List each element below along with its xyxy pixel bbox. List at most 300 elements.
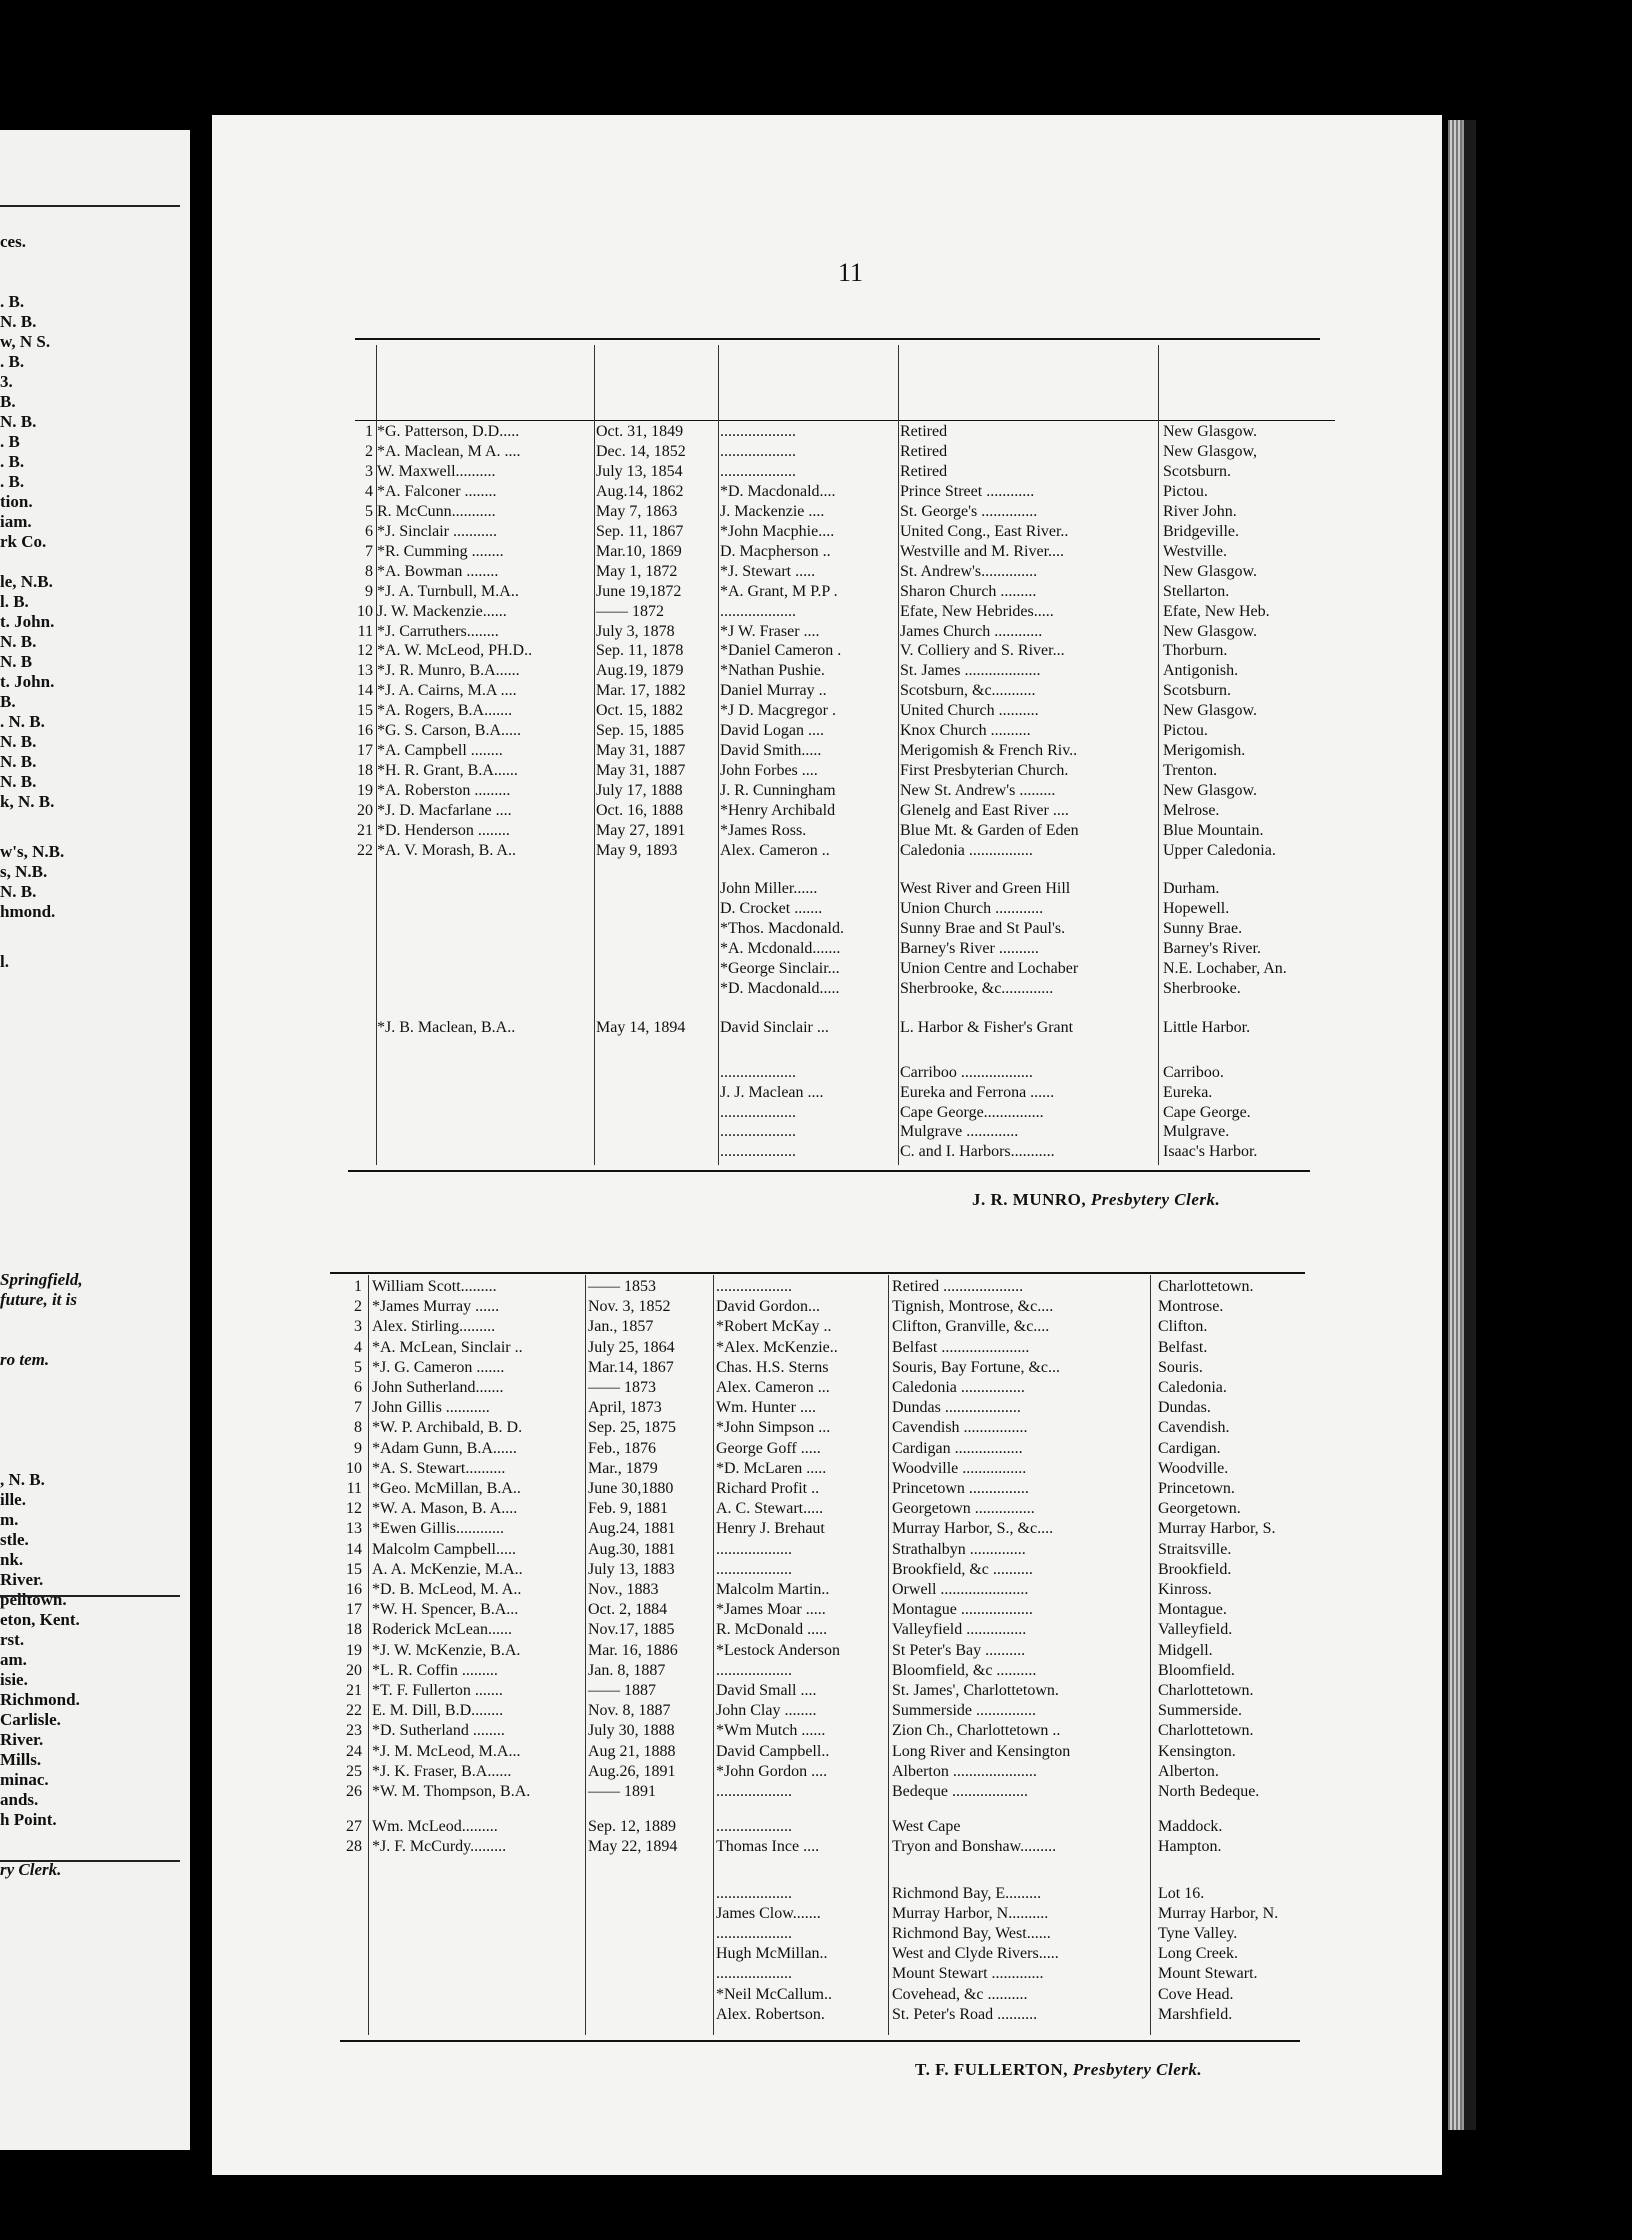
minister-name: *A. Rogers, B.A....... xyxy=(377,702,513,720)
congregation-name: L. Harbor & Fisher's Grant xyxy=(900,1018,1074,1036)
congregation-name: Orwell ...................... xyxy=(892,1581,1029,1598)
left-page-fragment xyxy=(0,130,190,2150)
clerk-title: Presbytery Clerk. xyxy=(1086,1190,1221,1209)
row-number: 11 xyxy=(357,622,373,640)
congregation-name: Bloomfield, &c .......... xyxy=(892,1661,1037,1679)
congregation-name: Westville and M. River.... xyxy=(900,542,1065,560)
congregation-name: Sunny Brae and St Paul's. xyxy=(900,919,1066,937)
row-number: 4 xyxy=(365,482,373,500)
elder-name: ................... xyxy=(720,1103,796,1121)
post-office: Montague. xyxy=(1158,1601,1227,1619)
left-page-text: B. xyxy=(0,692,16,711)
ordination-date: Feb. 9, 1881 xyxy=(588,1500,668,1518)
left-page-text: N. B. xyxy=(0,732,37,751)
left-page-text: . N. B. xyxy=(0,712,45,731)
minister-name: E. M. Dill, B.D........ xyxy=(372,1702,504,1720)
elder-name: ................... xyxy=(716,1278,792,1295)
elder-name: ................... xyxy=(716,1661,792,1679)
row-number: 27 xyxy=(346,1818,362,1836)
congregation-name: Union Centre and Lochaber xyxy=(900,959,1079,977)
post-office: Cove Head. xyxy=(1158,1985,1234,2003)
elder-name: *J D. Macgregor . xyxy=(720,702,836,720)
ordination-date: June 19,1872 xyxy=(596,582,682,600)
post-office: Caledonia. xyxy=(1158,1379,1227,1396)
minister-name: *A. Falconer ........ xyxy=(377,482,497,500)
minister-name: *W. H. Spencer, B.A... xyxy=(372,1601,519,1619)
row-number: 23 xyxy=(346,1722,362,1740)
congregation-name: Retired xyxy=(900,423,948,440)
ordination-date: July 17, 1888 xyxy=(596,782,683,800)
ordination-date: Oct. 15, 1882 xyxy=(596,702,684,720)
elder-name: ................... xyxy=(720,442,796,460)
row-number: 19 xyxy=(346,1641,362,1659)
ordination-date: —— 1872 xyxy=(596,602,664,620)
minister-name: *James Murray ...... xyxy=(372,1298,500,1316)
congregation-name: Eureka and Ferrona ...... xyxy=(900,1083,1055,1101)
minister-name: *J. W. McKenzie, B.A. xyxy=(372,1641,521,1659)
left-page-text: Mills. xyxy=(0,1750,42,1769)
ordination-date: Aug.24, 1881 xyxy=(588,1520,676,1538)
post-office: Scotsburn. xyxy=(1163,462,1231,480)
row-number: 8 xyxy=(365,562,373,580)
elder-name: *D. Macdonald.... xyxy=(720,482,836,500)
ordination-date: Oct. 2, 1884 xyxy=(588,1601,668,1619)
elder-name: David Logan .... xyxy=(720,722,824,740)
left-page-text: nk. xyxy=(0,1550,24,1569)
minister-name: *D. B. McLeod, M. A.. xyxy=(372,1581,522,1598)
minister-name: Alex. Stirling......... xyxy=(372,1318,496,1336)
elder-name: David Campbell.. xyxy=(716,1742,830,1760)
congregation-name: C. and I. Harbors........... xyxy=(900,1143,1055,1161)
ordination-date: July 13, 1883 xyxy=(588,1560,675,1578)
left-page-text: . B. xyxy=(0,472,25,491)
left-page-text: N. B. xyxy=(0,412,37,431)
post-office: Long Creek. xyxy=(1158,1945,1238,1963)
ordination-date: Jan. 8, 1887 xyxy=(588,1661,666,1679)
ordination-date: May 31, 1887 xyxy=(596,762,686,780)
minister-name: *J. Carruthers........ xyxy=(377,622,499,640)
left-page-text: le, N.B. xyxy=(0,572,53,591)
column-rule xyxy=(713,1275,714,2035)
elder-name: R. McDonald ..... xyxy=(716,1621,828,1639)
clerk-name: J. R. MUNRO, xyxy=(972,1190,1087,1209)
post-office: New Glasgow. xyxy=(1163,702,1258,720)
congregation-name: Caledonia ................ xyxy=(892,1379,1025,1396)
congregation-name: West River and Green Hill xyxy=(900,879,1071,897)
elder-name: *J. Stewart ..... xyxy=(720,562,816,580)
post-office: Georgetown. xyxy=(1158,1500,1241,1518)
ordination-date: Sep. 11, 1878 xyxy=(596,642,684,660)
ordination-date: Aug.14, 1862 xyxy=(596,482,684,500)
row-number: 20 xyxy=(346,1661,362,1679)
left-page-text: tion. xyxy=(0,492,33,511)
row-number: 7 xyxy=(365,542,373,560)
minister-name: *A. Roberston ......... xyxy=(377,782,511,800)
elder-name: John Forbes .... xyxy=(720,762,818,780)
left-page-text: future, it is xyxy=(0,1290,77,1309)
post-office: Bloomfield. xyxy=(1158,1661,1235,1679)
left-page-text: k, N. B. xyxy=(0,792,55,811)
left-page-text: l. B. xyxy=(0,592,29,611)
elder-name: David Sinclair ... xyxy=(720,1018,829,1036)
row-number: 17 xyxy=(346,1601,362,1619)
minister-name: *G. Patterson, D.D..... xyxy=(377,423,520,440)
elder-name: *Henry Archibald xyxy=(720,802,836,820)
elder-name: ................... xyxy=(716,1965,792,1983)
ordination-date: July 3, 1878 xyxy=(596,622,675,640)
row-number: 21 xyxy=(357,822,373,839)
column-rule xyxy=(1158,345,1159,1165)
ordination-date: Mar.10, 1869 xyxy=(596,542,682,560)
minister-name: R. McCunn........... xyxy=(377,502,496,520)
post-office: Alberton. xyxy=(1158,1762,1219,1780)
minister-name: *J. R. Munro, B.A...... xyxy=(377,662,520,680)
post-office: Little Harbor. xyxy=(1163,1018,1251,1036)
column-rule xyxy=(898,345,899,1165)
elder-name: ................... xyxy=(716,1925,792,1942)
congregation-name: Cavendish ................ xyxy=(892,1419,1028,1437)
minister-name: Malcolm Campbell..... xyxy=(372,1540,516,1558)
congregation-name: Dundas ................... xyxy=(892,1399,1021,1417)
congregation-name: Brookfield, &c .......... xyxy=(892,1560,1033,1578)
left-page-text: iam. xyxy=(0,512,32,531)
minister-name: *W. P. Archibald, B. D. xyxy=(372,1419,523,1437)
congregation-name: Mount Stewart ............. xyxy=(892,1965,1044,1983)
congregation-name: Bedeque ................... xyxy=(892,1783,1028,1800)
post-office: New Glasgow. xyxy=(1163,423,1258,440)
post-office: Mount Stewart. xyxy=(1158,1965,1258,1983)
left-page-text: ands. xyxy=(0,1790,39,1809)
ordination-date: Oct. 16, 1888 xyxy=(596,802,684,820)
row-number: 6 xyxy=(365,522,373,540)
row-number: 18 xyxy=(357,762,373,780)
left-page-text: ro tem. xyxy=(0,1350,50,1369)
elder-name: *J W. Fraser .... xyxy=(720,622,820,640)
elder-name: Richard Profit .. xyxy=(716,1480,820,1497)
left-page-text: . B xyxy=(0,432,20,451)
elder-name: *A. Mcdonald....... xyxy=(720,939,841,957)
ordination-date: Aug.26, 1891 xyxy=(588,1762,676,1780)
left-page-text: am. xyxy=(0,1650,27,1669)
post-office: Antigonish. xyxy=(1163,662,1239,680)
left-page-text: N. B. xyxy=(0,772,37,791)
left-page-text: stle. xyxy=(0,1530,29,1549)
elder-name: *Wm Mutch ...... xyxy=(716,1722,826,1740)
row-number: 2 xyxy=(365,442,373,460)
page-number: 11 xyxy=(838,258,864,287)
left-page-text: isie. xyxy=(0,1670,28,1689)
post-office: Kinross. xyxy=(1158,1581,1212,1598)
congregation-name: West Cape xyxy=(892,1818,961,1836)
post-office: Souris. xyxy=(1158,1358,1203,1376)
post-office: Cape George. xyxy=(1163,1103,1251,1121)
left-page-text: t. John. xyxy=(0,672,55,691)
congregation-name: Clifton, Granville, &c.... xyxy=(892,1318,1050,1336)
elder-name: *Lestock Anderson xyxy=(716,1641,840,1659)
ordination-date: Feb., 1876 xyxy=(588,1439,656,1457)
ordination-date: May 27, 1891 xyxy=(596,822,686,839)
post-office: Trenton. xyxy=(1163,762,1218,780)
row-number: 16 xyxy=(346,1581,362,1598)
post-office: Carriboo. xyxy=(1163,1063,1224,1081)
elder-name: D. Macpherson .. xyxy=(720,542,831,560)
minister-name: *J. Sinclair ........... xyxy=(377,522,497,540)
elder-name: ................... xyxy=(716,1884,792,1902)
congregation-name: Retired xyxy=(900,442,948,460)
congregation-name: Sherbrooke, &c............. xyxy=(900,979,1054,997)
ordination-date: —— 1853 xyxy=(588,1278,656,1295)
horizontal-rule xyxy=(355,420,1335,421)
elder-name: Daniel Murray .. xyxy=(720,682,827,700)
horizontal-rule xyxy=(340,2040,1300,2042)
congregation-name: Montague .................. xyxy=(892,1601,1033,1619)
ordination-date: Mar. 17, 1882 xyxy=(596,682,686,700)
post-office: Maddock. xyxy=(1158,1818,1223,1836)
row-number: 6 xyxy=(354,1379,362,1396)
post-office: New Glasgow, xyxy=(1163,442,1258,460)
minister-name: John Gillis ........... xyxy=(372,1399,490,1417)
page xyxy=(212,115,1442,2175)
left-page-text: ces. xyxy=(0,232,26,251)
congregation-name: Belfast ...................... xyxy=(892,1338,1030,1356)
ordination-date: Sep. 11, 1867 xyxy=(596,522,684,540)
congregation-name: United Church .......... xyxy=(900,702,1039,720)
minister-name: *A. Bowman ........ xyxy=(377,562,499,580)
minister-name: Roderick McLean...... xyxy=(372,1621,512,1639)
congregation-name: St. James', Charlottetown. xyxy=(892,1682,1059,1699)
horizontal-rule xyxy=(330,1272,1305,1274)
post-office: Charlottetown. xyxy=(1158,1722,1254,1740)
elder-name: J. J. Maclean .... xyxy=(720,1083,824,1101)
elder-name: D. Crocket ....... xyxy=(720,899,823,917)
ordination-date: Jan., 1857 xyxy=(588,1318,654,1336)
minister-name: *A. Maclean, M A. .... xyxy=(377,442,521,460)
row-number: 17 xyxy=(357,742,373,760)
minister-name: *J. B. Maclean, B.A.. xyxy=(377,1018,516,1036)
elder-name: *D. Macdonald..... xyxy=(720,979,840,997)
row-number: 9 xyxy=(354,1439,362,1457)
row-number: 3 xyxy=(365,462,373,480)
post-office: Durham. xyxy=(1163,879,1220,897)
congregation-name: Cape George............... xyxy=(900,1103,1044,1121)
post-office: Barney's River. xyxy=(1163,939,1261,957)
left-page-rule xyxy=(0,1860,180,1862)
congregation-name: St. James ................... xyxy=(900,662,1041,680)
post-office: Cardigan. xyxy=(1158,1439,1221,1457)
minister-name: W. Maxwell.......... xyxy=(377,462,496,480)
elder-name: Wm. Hunter .... xyxy=(716,1399,816,1417)
congregation-name: New St. Andrew's ......... xyxy=(900,782,1056,800)
minister-name: *A. S. Stewart.......... xyxy=(372,1459,506,1477)
minister-name: *A. McLean, Sinclair .. xyxy=(372,1338,523,1356)
column-rule xyxy=(368,1275,369,2035)
minister-name: *J. M. McLeod, M.A... xyxy=(372,1742,521,1760)
presbytery-clerk xyxy=(972,1190,1220,1210)
left-page-text: N. B. xyxy=(0,882,37,901)
row-number: 21 xyxy=(346,1682,362,1699)
minister-name: *H. R. Grant, B.A...... xyxy=(377,762,518,780)
ordination-date: Sep. 25, 1875 xyxy=(588,1419,676,1437)
left-page-text: N. B. xyxy=(0,632,37,651)
post-office: Efate, New Heb. xyxy=(1163,602,1270,620)
ordination-date: Sep. 12, 1889 xyxy=(588,1818,676,1836)
minister-name: A. A. McKenzie, M.A.. xyxy=(372,1560,523,1578)
post-office: Kensington. xyxy=(1158,1742,1236,1760)
post-office: Blue Mountain. xyxy=(1163,822,1264,839)
minister-name: *D. Sutherland ........ xyxy=(372,1722,505,1740)
ordination-date: May 9, 1893 xyxy=(596,841,678,859)
congregation-name: Murray Harbor, S., &c.... xyxy=(892,1520,1054,1538)
post-office: Murray Harbor, N. xyxy=(1158,1904,1279,1922)
left-page-text: , N. B. xyxy=(0,1470,45,1489)
minister-name: *A. V. Morash, B. A.. xyxy=(377,841,516,859)
minister-name: J. W. Mackenzie...... xyxy=(377,602,507,620)
elder-name: *James Moar ..... xyxy=(716,1601,826,1619)
ordination-date: Nov., 1883 xyxy=(588,1581,659,1598)
row-number: 22 xyxy=(357,841,373,859)
congregation-name: Caledonia ................ xyxy=(900,841,1033,859)
post-office: Pictou. xyxy=(1163,722,1208,740)
congregation-name: Richmond Bay, West...... xyxy=(892,1925,1051,1942)
congregation-name: Georgetown ............... xyxy=(892,1500,1035,1518)
congregation-name: Retired xyxy=(900,462,948,480)
congregation-name: Covehead, &c .......... xyxy=(892,1985,1028,2003)
minister-name: *Adam Gunn, B.A...... xyxy=(372,1439,517,1457)
row-number: 10 xyxy=(357,602,373,620)
elder-name: Alex. Cameron ... xyxy=(716,1379,830,1396)
post-office: Stellarton. xyxy=(1163,582,1230,600)
elder-name: ................... xyxy=(720,602,796,620)
ordination-date: Mar., 1879 xyxy=(588,1459,658,1477)
minister-name: John Sutherland....... xyxy=(372,1379,504,1396)
post-office: Isaac's Harbor. xyxy=(1163,1143,1258,1161)
horizontal-rule xyxy=(348,1170,1310,1172)
post-office: Princetown. xyxy=(1158,1480,1235,1497)
post-office: Hampton. xyxy=(1158,1838,1222,1856)
left-page-text: Carlisle. xyxy=(0,1710,61,1729)
row-number: 14 xyxy=(346,1540,362,1558)
ordination-date: July 25, 1864 xyxy=(588,1338,675,1356)
row-number: 4 xyxy=(354,1338,362,1356)
minister-name: *L. R. Coffin ......... xyxy=(372,1661,498,1679)
left-page-text: rst. xyxy=(0,1630,25,1649)
congregation-name: Souris, Bay Fortune, &c... xyxy=(892,1358,1060,1376)
left-page-text: minac. xyxy=(0,1770,49,1789)
elder-name: J. R. Cunningham xyxy=(720,782,836,800)
congregation-name: Princetown ............... xyxy=(892,1480,1029,1497)
post-office: Lot 16. xyxy=(1158,1884,1205,1902)
ordination-date: Nov.17, 1885 xyxy=(588,1621,675,1639)
left-page-text: B. xyxy=(0,392,16,411)
elder-name: *Alex. McKenzie.. xyxy=(716,1338,838,1356)
elder-name: ................... xyxy=(720,1063,796,1081)
elder-name: David Smith..... xyxy=(720,742,822,760)
congregation-name: Merigomish & French Riv.. xyxy=(900,742,1078,760)
post-office: Summerside. xyxy=(1158,1702,1242,1720)
ordination-date: June 30,1880 xyxy=(588,1480,674,1497)
left-page-text: ille. xyxy=(0,1490,26,1509)
column-rule xyxy=(1150,1275,1151,2035)
congregation-name: Tignish, Montrose, &c.... xyxy=(892,1298,1054,1316)
left-page-text: . B. xyxy=(0,352,25,371)
row-number: 13 xyxy=(346,1520,362,1538)
post-office: Westville. xyxy=(1163,542,1228,560)
congregation-name: Tryon and Bonshaw......... xyxy=(892,1838,1057,1856)
post-office: River John. xyxy=(1163,502,1237,520)
elder-name: *A. Grant, M P.P . xyxy=(720,582,838,600)
elder-name: *James Ross. xyxy=(720,822,807,839)
column-rule xyxy=(718,345,719,1165)
post-office: Valleyfield. xyxy=(1158,1621,1233,1639)
left-page-text: N. B xyxy=(0,652,33,671)
post-office: Eureka. xyxy=(1163,1083,1213,1101)
post-office: Dundas. xyxy=(1158,1399,1211,1417)
minister-name: *Ewen Gillis............ xyxy=(372,1520,504,1538)
elder-name: *Nathan Pushie. xyxy=(720,662,825,680)
congregation-name: Valleyfield ............... xyxy=(892,1621,1027,1639)
left-page-text: pelltown. xyxy=(0,1590,67,1609)
left-page-text: w, N S. xyxy=(0,332,51,351)
congregation-name: Retired .................... xyxy=(892,1278,1024,1295)
ordination-date: April, 1873 xyxy=(588,1399,662,1417)
congregation-name: First Presbyterian Church. xyxy=(900,762,1069,780)
left-page-text: River. xyxy=(0,1570,44,1589)
clerk-title: Presbytery Clerk. xyxy=(1068,2060,1203,2079)
ordination-date: Aug.19, 1879 xyxy=(596,662,684,680)
row-number: 20 xyxy=(357,802,373,820)
left-page-text: w's, N.B. xyxy=(0,842,65,861)
post-office: Mulgrave. xyxy=(1163,1123,1230,1141)
elder-name: ................... xyxy=(716,1540,792,1558)
congregation-name: Mulgrave ............. xyxy=(900,1123,1019,1141)
ordination-date: Sep. 15, 1885 xyxy=(596,722,684,740)
row-number: 19 xyxy=(357,782,373,800)
congregation-name: West and Clyde Rivers..... xyxy=(892,1945,1059,1963)
congregation-name: Zion Ch., Charlottetown .. xyxy=(892,1722,1061,1740)
elder-name: *John Macphie.... xyxy=(720,522,835,540)
post-office: Sherbrooke. xyxy=(1163,979,1241,997)
row-number: 26 xyxy=(346,1783,362,1800)
row-number: 1 xyxy=(354,1278,362,1295)
row-number: 5 xyxy=(365,502,373,520)
post-office: Tyne Valley. xyxy=(1158,1925,1238,1942)
minister-name: *A. Campbell ........ xyxy=(377,742,503,760)
elder-name: James Clow....... xyxy=(716,1904,821,1922)
elder-name: *John Gordon .... xyxy=(716,1762,828,1780)
row-number: 5 xyxy=(354,1358,362,1376)
left-page-text: . B. xyxy=(0,452,25,471)
left-page-text: River. xyxy=(0,1730,44,1749)
left-page-rule xyxy=(0,1595,180,1597)
left-page-text: h Point. xyxy=(0,1810,57,1829)
post-office: New Glasgow. xyxy=(1163,622,1258,640)
post-office: Melrose. xyxy=(1163,802,1220,820)
elder-name: *John Simpson ... xyxy=(716,1419,831,1437)
elder-name: *Neil McCallum.. xyxy=(716,1985,832,2003)
elder-name: Thomas Ince .... xyxy=(716,1838,820,1856)
ordination-date: May 31, 1887 xyxy=(596,742,686,760)
post-office: Charlottetown. xyxy=(1158,1682,1254,1699)
ordination-date: —— 1873 xyxy=(588,1379,656,1396)
ordination-date: July 30, 1888 xyxy=(588,1722,675,1740)
congregation-name: V. Colliery and S. River... xyxy=(900,642,1065,660)
ordination-date: Dec. 14, 1852 xyxy=(596,442,686,460)
left-page-text: m. xyxy=(0,1510,19,1529)
congregation-name: Woodville ................ xyxy=(892,1459,1027,1477)
elder-name: *Thos. Macdonald. xyxy=(720,919,844,937)
post-office: Brookfield. xyxy=(1158,1560,1232,1578)
ordination-date: Aug.30, 1881 xyxy=(588,1540,676,1558)
